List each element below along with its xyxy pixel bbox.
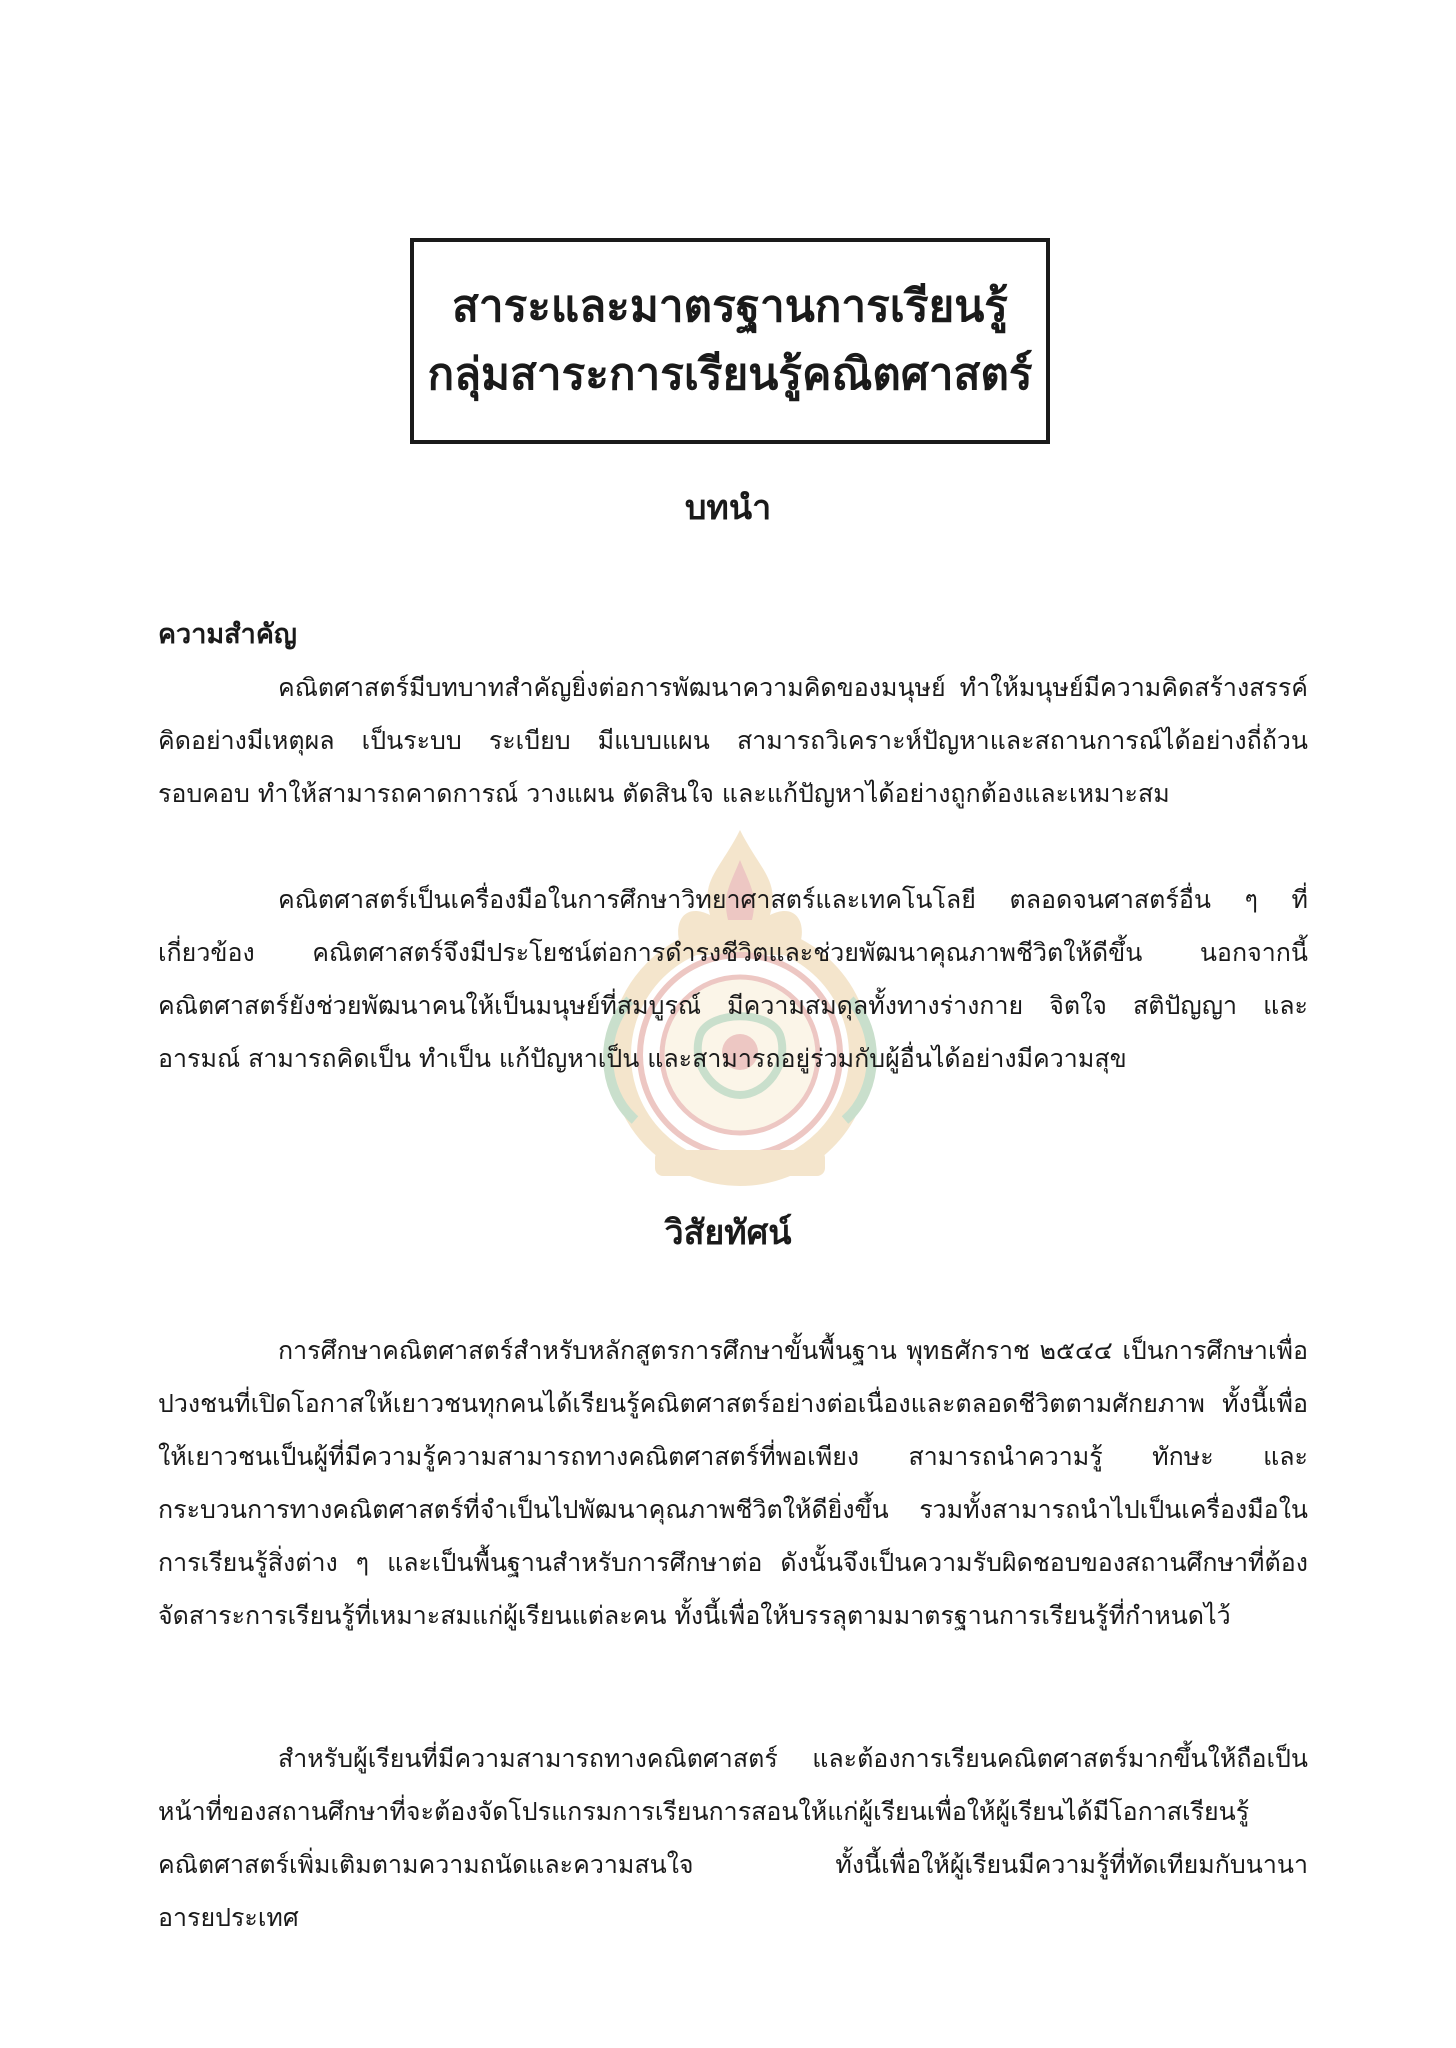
title-box bbox=[410, 238, 1050, 444]
intro-heading: บทนำ bbox=[684, 488, 772, 528]
importance-heading: ความสำคัญ bbox=[158, 619, 297, 650]
page-title-line-1: สาระและมาตรฐานการเรียนรู้ bbox=[452, 281, 1008, 332]
page-title-line-2: กลุ่มสาระการเรียนรู้คณิตศาสตร์ bbox=[427, 349, 1033, 400]
vision-paragraph-2: สำหรับผู้เรียนที่มีความสามารถทางคณิตศาสตร์ และต้องการเรียนคณิตศาสตร์มากขึ้นให้ถือเป็นหน้าที่ของสถานศึกษาที่จะต้องจัดโปรแกรมการเรียนการสอนให้แก่ผู้เรียนเพื่อให้ผู้เรียนได้มีโอกาสเรียนรู้คณิตศาสตร์เพิ่มเติมตามความถนัดและความสนใจ ทั้งนี้เพื่อให้ผู้เรียนมีความรู้ที่ทัดเทียมกับนานาอารยประเทศ bbox=[158, 1744, 1308, 1932]
vision-paragraph-1: การศึกษาคณิตศาสตร์สำหรับหลักสูตรการศึกษาขั้นพื้นฐาน พุทธศักราช ๒๕๔๔ เป็นการศึกษาเพื่อปวงชนที่เปิดโอกาสให้เยาวชนทุกคนได้เรียนรู้คณิตศาสตร์อย่างต่อเนื่องและตลอดชีวิตตามศักยภาพ ทั้งนี้เพื่อให้เยาวชนเป็นผู้ที่มีความรู้ความสามารถทางคณิตศาสตร์ที่พอเพียง สามารถนำความรู้ ทักษะ และกระบวนการทางคณิตศาสตร์ที่จำเป็นไปพัฒนาคุณภาพชีวิตให้ดียิ่งขึ้น รวมทั้งสามารถนำไปเป็นเครื่องมือในการเรียนรู้สิ่งต่าง ๆ และเป็นพื้นฐานสำหรับการศึกษาต่อ ดังนั้นจึงเป็นความรับผิดชอบของสถานศึกษาที่ต้องจัดสาระการเรียนรู้ที่เหมาะสมแก่ผู้เรียนแต่ละคน ทั้งนี้เพื่อให้บรรลุตามมาตรฐานการเรียนรู้ที่กำหนดไว้ bbox=[158, 1336, 1308, 1630]
vision-heading: วิสัยทัศน์ bbox=[664, 1213, 792, 1253]
importance-paragraph-2: คณิตศาสตร์เป็นเครื่องมือในการศึกษาวิทยาศาสตร์และเทคโนโลยี ตลอดจนศาสตร์อื่น ๆ ที่เกี่ยวข้อง คณิตศาสตร์จึงมีประโยชน์ต่อการดำรงชีวิตและช่วยพัฒนาคุณภาพชีวิตให้ดีขึ้น นอกจากนี้ คณิตศาสตร์ยังช่วยพัฒนาคนให้เป็นมนุษย์ที่สมบูรณ์ มีความสมดุลทั้งทางร่างกาย จิตใจ สติปัญญา และอารมณ์ สามารถคิดเป็น ทำเป็น แก้ปัญหาเป็น และสามารถอยู่ร่วมกับผู้อื่นได้อย่างมีความสุข bbox=[158, 885, 1308, 1073]
importance-paragraph-1: คณิตศาสตร์มีบทบาทสำคัญยิ่งต่อการพัฒนาความคิดของมนุษย์ ทำให้มนุษย์มีความคิดสร้างสรรค์ คิดอย่างมีเหตุผล เป็นระบบ ระเบียบ มีแบบแผน สามารถวิเคราะห์ปัญหาและสถานการณ์ได้อย่างถี่ถ้วนรอบคอบ ทำให้สามารถคาดการณ์ วางแผน ตัดสินใจ และแก้ปัญหาได้อย่างถูกต้องและเหมาะสม bbox=[158, 673, 1308, 808]
